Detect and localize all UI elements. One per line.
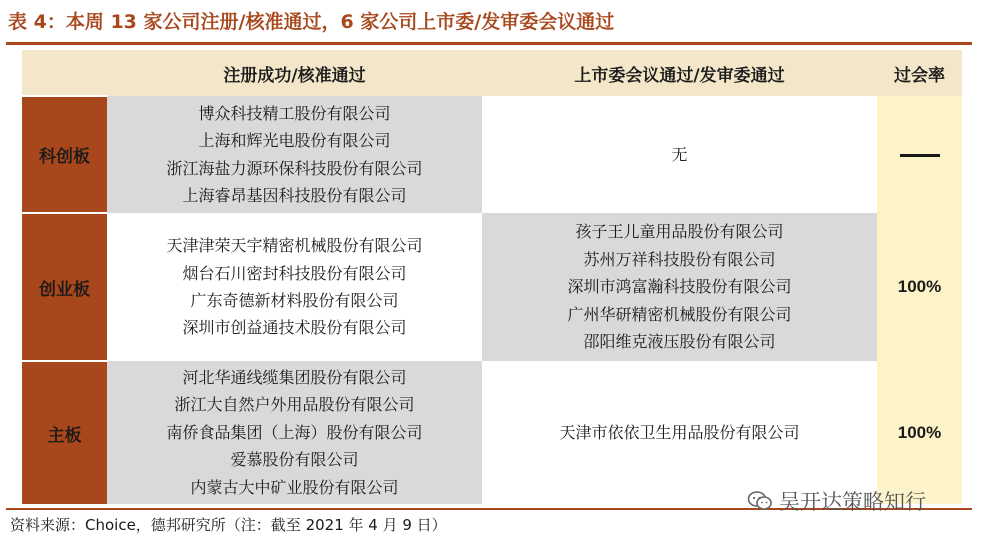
- header-board: [22, 50, 107, 96]
- registered-cell: [107, 213, 482, 361]
- board-label: 创业板: [22, 213, 107, 361]
- registered-cell: [107, 361, 482, 504]
- table-row: [22, 361, 962, 504]
- title-divider: [6, 42, 972, 45]
- company-name: 深圳市鸿富瀚科技股份有限公司: [567, 277, 792, 297]
- rate-cell: 100%: [877, 361, 962, 504]
- rate-cell: [877, 96, 962, 213]
- board-label: 科创板: [22, 96, 107, 213]
- watermark: [747, 485, 926, 517]
- registered-cell: [107, 96, 482, 213]
- table-header-row: [22, 50, 962, 96]
- board-label: 主板: [22, 361, 107, 504]
- company-name: 博众科技精工股份有限公司: [198, 103, 391, 123]
- committee-cell: [482, 361, 877, 504]
- company-name: 孩子王儿童用品股份有限公司: [575, 222, 784, 242]
- wechat-icon: [747, 490, 773, 512]
- company-name: 广东奇德新材料股份有限公司: [190, 291, 399, 310]
- company-name: 深圳市创益通技术股份有限公司: [182, 318, 407, 338]
- table-title: 表 4：本周 13 家公司注册/核准通过，6 家公司上市委/发审委会议通过: [8, 11, 615, 33]
- company-name: 烟台石川密封科技股份有限公司: [182, 263, 407, 283]
- rate-cell: 100%: [877, 213, 962, 361]
- company-name: 爱慕股份有限公司: [230, 450, 359, 470]
- company-name: 上海睿昂基因科技股份有限公司: [182, 185, 407, 205]
- company-name: 内蒙古大中矿业股份有限公司: [190, 477, 399, 497]
- header-committee: 上市委会议通过/发审委通过: [574, 65, 785, 86]
- company-name: 河北华通线缆集团股份有限公司: [182, 367, 407, 387]
- committee-cell: [482, 213, 877, 361]
- company-name: 天津市依依卫生用品股份有限公司: [559, 422, 800, 442]
- company-name: 上海和辉光电股份有限公司: [198, 131, 391, 151]
- company-name: 南侨食品集团（上海）股份有限公司: [166, 422, 423, 442]
- table-row: [22, 213, 962, 361]
- company-name: 苏州万祥科技股份有限公司: [583, 249, 776, 269]
- company-name: 无: [671, 144, 688, 164]
- header-rate: 过会率: [894, 65, 945, 86]
- committee-cell: [482, 96, 877, 213]
- company-name: 邵阳维克液压股份有限公司: [583, 332, 776, 352]
- company-name: 广州华研精密机械股份有限公司: [567, 304, 792, 324]
- company-name: 浙江大自然户外用品股份有限公司: [174, 395, 415, 415]
- dash-mark: [900, 154, 940, 157]
- watermark-text: 吴开达策略知行: [779, 490, 926, 514]
- company-name: 浙江海盐力源环保科技股份有限公司: [166, 158, 423, 178]
- company-name: 天津津荣天宇精密机械股份有限公司: [166, 236, 423, 256]
- table-row: [22, 96, 962, 213]
- ipo-table: [22, 50, 962, 504]
- source-note: 资料来源：Choice，德邦研究所（注：截至 2021 年 4 月 9 日）: [10, 516, 447, 534]
- header-registered: 注册成功/核准通过: [223, 65, 366, 86]
